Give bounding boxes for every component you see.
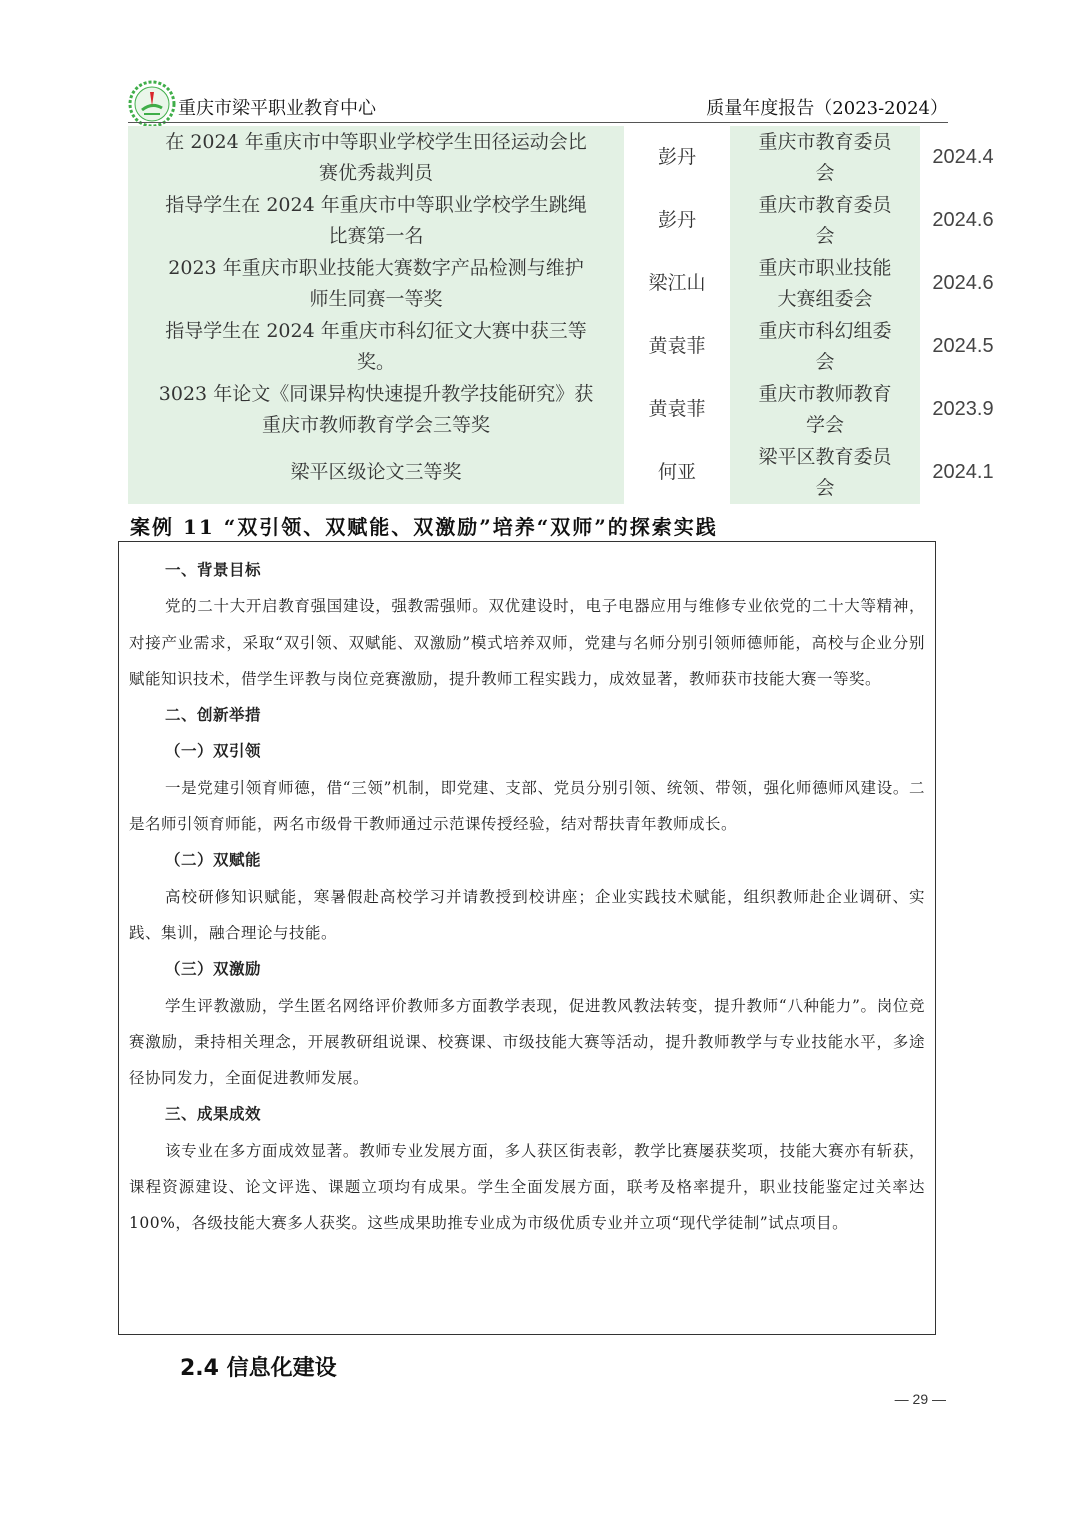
award-date-cell-text: 2024.1 xyxy=(932,461,994,483)
award-name-cell-text: 在 2024 年重庆市中等职业学校学生田径运动会比 xyxy=(165,130,587,153)
section-heading-measures: 二、创新举措 xyxy=(165,705,262,725)
award-name-cell xyxy=(128,315,624,378)
award-person-cell-text: 黄袁菲 xyxy=(648,398,706,420)
table-row xyxy=(128,126,1004,189)
award-org-cell-text: 会 xyxy=(815,161,835,184)
subheading-dual-incentive: （三）双激励 xyxy=(165,959,262,979)
award-date-cell-text: 2023.9 xyxy=(932,398,994,420)
award-org-cell-text: 重庆市职业技能 xyxy=(758,256,892,279)
award-date-cell-text: 2024.6 xyxy=(932,209,994,231)
award-org-cell xyxy=(730,126,920,189)
award-date-cell-text: 2024.4 xyxy=(932,146,994,168)
awards-table xyxy=(128,126,1004,504)
award-date-cell-text: 2024.6 xyxy=(932,272,994,294)
table-row xyxy=(128,441,1004,504)
award-name-cell-text: 指导学生在 2024 年重庆市科幻征文大赛中获三等 xyxy=(165,319,587,342)
award-date-cell xyxy=(922,378,1004,441)
award-org-cell xyxy=(730,378,920,441)
award-person-cell-text: 彭丹 xyxy=(657,146,696,168)
award-person-cell-text: 彭丹 xyxy=(657,209,696,231)
award-name-cell-text: 比赛第一名 xyxy=(328,224,424,247)
award-org-cell-text: 重庆市教师教育 xyxy=(758,382,892,405)
paragraph-dual-empowerment: 高校研修知识赋能，寒暑假赴高校学习并请教授到校讲座；企业实践技术赋能，组织教师赴企业调研、实践、集训，融合理论与技能。 xyxy=(129,887,925,942)
table-row xyxy=(128,315,1004,378)
award-org-cell xyxy=(730,189,920,252)
case-box xyxy=(118,541,936,1335)
award-org-cell-text: 会 xyxy=(815,476,835,499)
award-org-cell-text: 会 xyxy=(815,224,835,247)
award-person-cell xyxy=(626,252,728,315)
award-name-cell xyxy=(128,252,624,315)
award-person-cell-text: 何亚 xyxy=(657,461,696,483)
award-date-cell xyxy=(922,252,1004,315)
award-org-cell-text: 梁平区教育委员 xyxy=(758,445,892,468)
award-date-cell xyxy=(922,126,1004,189)
page-number: — 29 — xyxy=(894,1391,946,1407)
paragraph-dual-incentive: 学生评教激励，学生匿名网络评价教师多方面教学表现，促进教风教法转变，提升教师“八种能力”。岗位竞赛激励，秉持相关理念，开展教研组说课、校赛课、市级技能大赛等活动，提升教师教学与专业技能水平，多途径协同发力，全面促进教师发展。 xyxy=(129,996,925,1088)
school-logo-icon xyxy=(128,80,176,128)
subheading-dual-leadership: （一）双引领 xyxy=(165,741,262,761)
table-row xyxy=(128,252,1004,315)
award-name-cell xyxy=(128,378,624,441)
award-org-cell xyxy=(730,315,920,378)
award-person-cell-text: 梁江山 xyxy=(648,272,706,294)
award-person-cell xyxy=(626,315,728,378)
award-name-cell-text: 重庆市教师教育学会三等奖 xyxy=(261,413,490,436)
award-org-cell-text: 学会 xyxy=(805,413,844,436)
award-name-cell-text: 赛优秀裁判员 xyxy=(318,161,433,184)
award-date-cell xyxy=(922,315,1004,378)
award-date-cell-text: 2024.5 xyxy=(932,335,994,357)
subheading-dual-empowerment: （二）双赋能 xyxy=(165,850,262,870)
award-org-cell-text: 重庆市教育委员 xyxy=(758,130,892,153)
paragraph-dual-leadership: 一是党建引领育师德，借“三领”机制，即党建、支部、党员分别引领、统领、带领，强化师德师风建设。二是名师引领育师能，两名市级骨干教师通过示范课传授经验，结对帮扶青年教师成长。 xyxy=(129,778,925,834)
paragraph-results: 该专业在多方面成效显著。教师专业发展方面，多人获区街表彰，教学比赛屡获奖项，技能大赛亦有斩获，课程资源建设、论文评选、课题立项均有成果。学生全面发展方面，联考及格率提升，职业技能鉴定过关率达 100%，各级技能大赛多人获奖。这些成果助推专业成为市级优质专业并立项“现代学徒制”试点项目。 xyxy=(129,1141,925,1233)
section-heading-results: 三、成果成效 xyxy=(165,1104,262,1124)
award-person-cell xyxy=(626,189,728,252)
school-name: 重庆市梁平职业教育中心 xyxy=(178,98,376,119)
award-org-cell xyxy=(730,441,920,504)
award-date-cell xyxy=(922,441,1004,504)
table-row xyxy=(128,189,1004,252)
award-person-cell xyxy=(626,126,728,189)
award-person-cell xyxy=(626,378,728,441)
award-name-cell xyxy=(128,441,624,504)
award-name-cell-text: 师生同赛一等奖 xyxy=(309,287,443,310)
award-org-cell-text: 大赛组委会 xyxy=(777,287,873,310)
award-name-cell xyxy=(128,126,624,189)
award-name-cell-text: 指导学生在 2024 年重庆市中等职业学校学生跳绳 xyxy=(165,193,587,216)
award-person-cell-text: 黄袁菲 xyxy=(648,335,706,357)
paragraph-background: 党的二十大开启教育强国建设，强教需强师。双优建设时，电子电器应用与维修专业依党的二十大等精神，对接产业需求，采取“双引领、双赋能、双激励”模式培养双师，党建与名师分别引领师德师能，高校与企业分别赋能知识技术，借学生评教与岗位竞赛激励，提升教师工程实践力，成效显著，教师获市技能大赛一等奖。 xyxy=(129,597,925,688)
case-title: 案例 11 “双引领、双赋能、双激励”培养“双师”的探索实践 xyxy=(130,515,718,539)
award-person-cell xyxy=(626,441,728,504)
award-org-cell-text: 重庆市教育委员 xyxy=(758,193,892,216)
award-name-cell-text: 3023 年论文《同课异构快速提升教学技能研究》获 xyxy=(158,382,594,405)
award-date-cell xyxy=(922,189,1004,252)
page-header xyxy=(128,80,948,120)
award-name-cell-text: 2023 年重庆市职业技能大赛数字产品检测与维护 xyxy=(168,256,584,279)
report-title: 质量年度报告（2023-2024） xyxy=(706,98,948,119)
award-org-cell-text: 会 xyxy=(815,350,835,373)
award-name-cell-text: 奖。 xyxy=(356,350,395,373)
section-heading-background: 一、背景目标 xyxy=(165,560,262,579)
award-org-cell xyxy=(730,252,920,315)
table-row xyxy=(128,378,1004,441)
award-name-cell xyxy=(128,189,624,252)
award-name-cell-text: 梁平区级论文三等奖 xyxy=(290,461,462,483)
section-heading-informatization: 2.4 信息化建设 xyxy=(180,1356,337,1381)
award-org-cell-text: 重庆市科幻组委 xyxy=(758,319,892,342)
header-divider xyxy=(128,122,948,123)
